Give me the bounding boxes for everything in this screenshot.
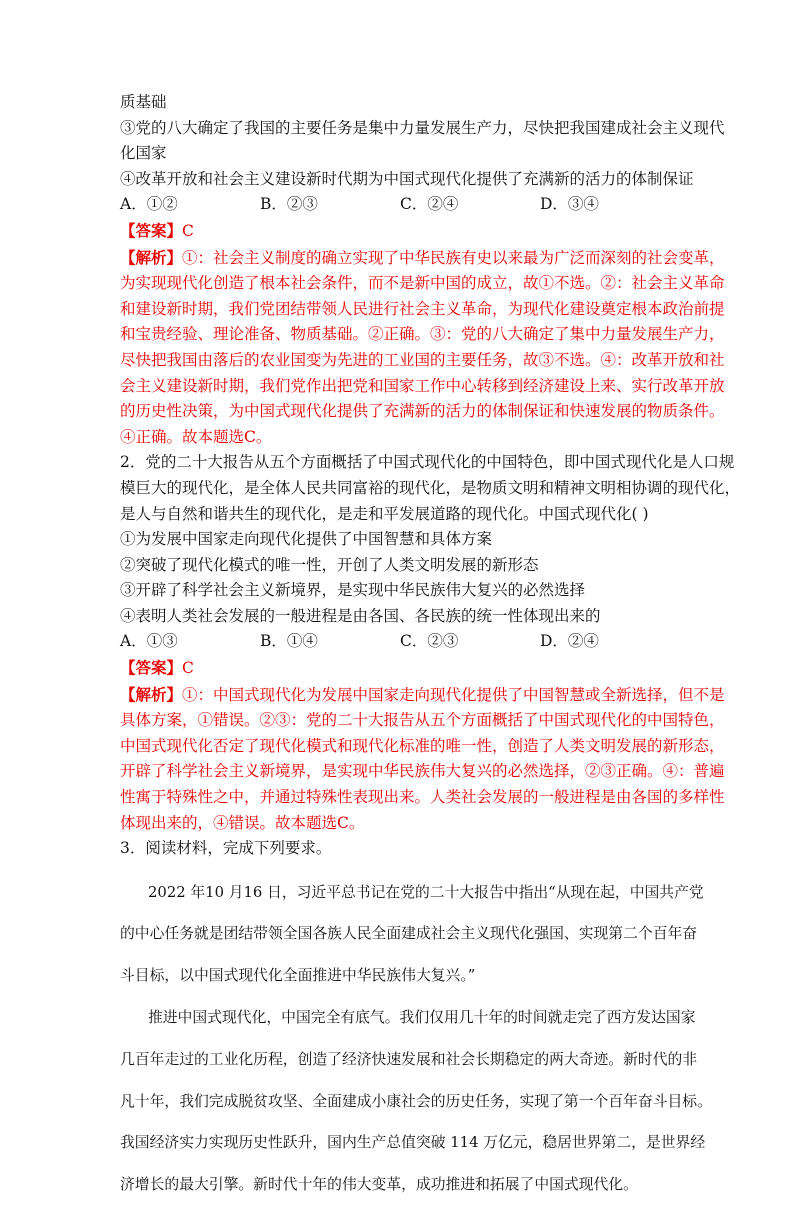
q2-choices xyxy=(120,629,680,655)
q2-stem-line: 是人与自然和谐共生的现代化，是走和平发展道路的现代化。中国式现代化( ) xyxy=(120,504,649,523)
q2-analysis-tag: 【解析】 xyxy=(120,684,183,704)
q1-choice-b: B．②③ xyxy=(260,195,318,214)
q2-choice-a: A．①③ xyxy=(120,632,178,651)
q1-choice-d: D．③④ xyxy=(540,195,599,214)
material-line: 几百年走过的工业化历程，创造了经济快速发展和社会长期稳定的两大奇迹。新时代的非 xyxy=(120,1050,698,1068)
q1-analysis xyxy=(120,245,725,451)
q1-answer-tag: 【答案】 xyxy=(120,220,183,240)
q2-analysis-line: 【解析】①：中国式现代化为发展中国家走向现代化提供了中国智慧或全新选择，但不是 xyxy=(120,684,725,704)
q1-answer xyxy=(120,218,680,245)
material-line: 2022 年10 月16 日，习近平总书记在党的二十大报告中指出“从现在起，中国共产党 xyxy=(148,883,704,901)
q2-analysis-line: 开辟了科学社会主义新境界，是实现中华民族伟大复兴的必然选择，②③正确。④：普遍 xyxy=(120,762,725,781)
q2-option-2: ②突破了现代化模式的唯一性，开创了人类文明发展的新形态 xyxy=(120,555,539,574)
material-line: 凡十年，我们完成脱贫攻坚、全面建成小康社会的历史任务，实现了第一个百年奋斗目标。 xyxy=(120,1092,712,1110)
q3-stem: 3．阅读材料，完成下列要求。 xyxy=(120,839,332,858)
q2-answer xyxy=(120,655,680,682)
material-line: 济增长的最大引擎。新时代十年的伟大变革，成功推进和拓展了中国式现代化。 xyxy=(120,1176,638,1194)
q2-analysis-line: 具体方案，①错误。②③：党的二十大报告从五个方面概括了中国式现代化的中国特色， xyxy=(120,711,725,730)
q2-analysis-line: 体现出来的，④错误。故本题选C。 xyxy=(120,813,365,832)
q1-analysis-line: 尽快把我国由落后的农业国变为先进的工业国的主要任务，故③不选。④：改革开放和社 xyxy=(120,350,725,369)
q2-stem xyxy=(120,450,741,527)
q2-choice-c: C．②③ xyxy=(400,632,459,651)
material-line: 推进中国式现代化，中国完全有底气。我们仅用几十年的时间就走完了西方发达国家 xyxy=(148,1009,696,1026)
q2-answer-tag: 【答案】 xyxy=(120,658,183,678)
q1-option-3-line2: 化国家 xyxy=(120,144,167,163)
material-line: 的中心任务就是团结带领全国各族人民全面建成社会主义现代化强国、实现第二个百年奋 xyxy=(120,925,698,943)
q1-option-3-line1: ③党的八大确定了我国的主要任务是集中力量发展生产力，尽快把我国建成社会主义现代 xyxy=(120,118,725,137)
q2-analysis-line: 中国式现代化否定了现代化模式和现代化标准的唯一性，创造了人类文明发展的新形态， xyxy=(120,736,725,755)
content-column xyxy=(120,90,741,1213)
q1-analysis-line: 和建设新时期，我们党团结带领人民进行社会主义革命，为现代化建设奠定根本政治前提 xyxy=(120,299,725,318)
q3-material-paragraph-1 xyxy=(120,879,704,990)
q2-analysis xyxy=(120,682,725,837)
q3-material-paragraph-2 xyxy=(120,1004,712,1198)
q1-analysis-line: 为实现现代化创造了根本社会条件，而不是新中国的成立，故①不选。②：社会主义革命 xyxy=(120,274,725,293)
q1-stem-cont: 质基础 xyxy=(120,93,167,111)
q1-choice-a: A．①② xyxy=(120,195,178,214)
q2-stem-line: 模巨大的现代化，是全体人民共同富裕的现代化，是物质文明和精神文明相协调的现代化， xyxy=(120,478,741,497)
q1-analysis-line: 会主义建设新时期，我们党作出把党和国家工作中心转移到经济建设上来、实行改革开放 xyxy=(120,376,725,395)
q1-analysis-line: 的历史性决策，为中国式现代化提供了充满新的活力的体制保证和快速发展的物质条件。 xyxy=(120,402,725,421)
q1-analysis-line: 【解析】①：社会主义制度的确立实现了中华民族有史以来最为广泛而深刻的社会变革， xyxy=(120,247,725,267)
q2-stem-line: 2．党的二十大报告从五个方面概括了中国式现代化的中国特色，即中国式现代化是人口规 xyxy=(120,453,735,472)
q1-option-4: ④改革开放和社会主义建设新时代期为中国式现代化提供了充满新的活力的体制保证 xyxy=(120,169,694,188)
q2-option-1: ①为发展中国家走向现代化提供了中国智慧和具体方案 xyxy=(120,530,493,549)
material-line: 斗目标，以中国式现代化全面推进中华民族伟大复兴。” xyxy=(120,967,476,985)
q1-choice-c: C．②④ xyxy=(400,195,459,214)
q2-option-3: ③开辟了科学社会主义新境界，是实现中华民族伟大复兴的必然选择 xyxy=(120,581,586,600)
q1-choices xyxy=(120,192,680,218)
material-line: 我国经济实力实现历史性跃升，国内生产总值突破 114 万亿元，稳居世界第二，是世界经 xyxy=(120,1134,706,1152)
q1-answer-value: C xyxy=(182,221,194,240)
q2-choice-d: D．②④ xyxy=(540,632,599,651)
q1-analysis-line: ④正确。故本题选C。 xyxy=(120,427,272,446)
q2-choice-b: B．①④ xyxy=(260,632,318,651)
q1-analysis-line: 和宝贵经验、理论准备、物质基础。②正确。③：党的八大确定了集中力量发展生产力， xyxy=(120,325,725,344)
q2-option-4: ④表明人类社会发展的一般进程是由各国、各民族的统一性体现出来的 xyxy=(120,606,601,625)
q2-answer-value: C xyxy=(182,659,194,678)
q2-analysis-line: 性寓于特殊性之中，并通过特殊性表现出来。人类社会发展的一般进程是由各国的多样性 xyxy=(120,788,725,807)
q1-analysis-tag: 【解析】 xyxy=(120,247,183,267)
